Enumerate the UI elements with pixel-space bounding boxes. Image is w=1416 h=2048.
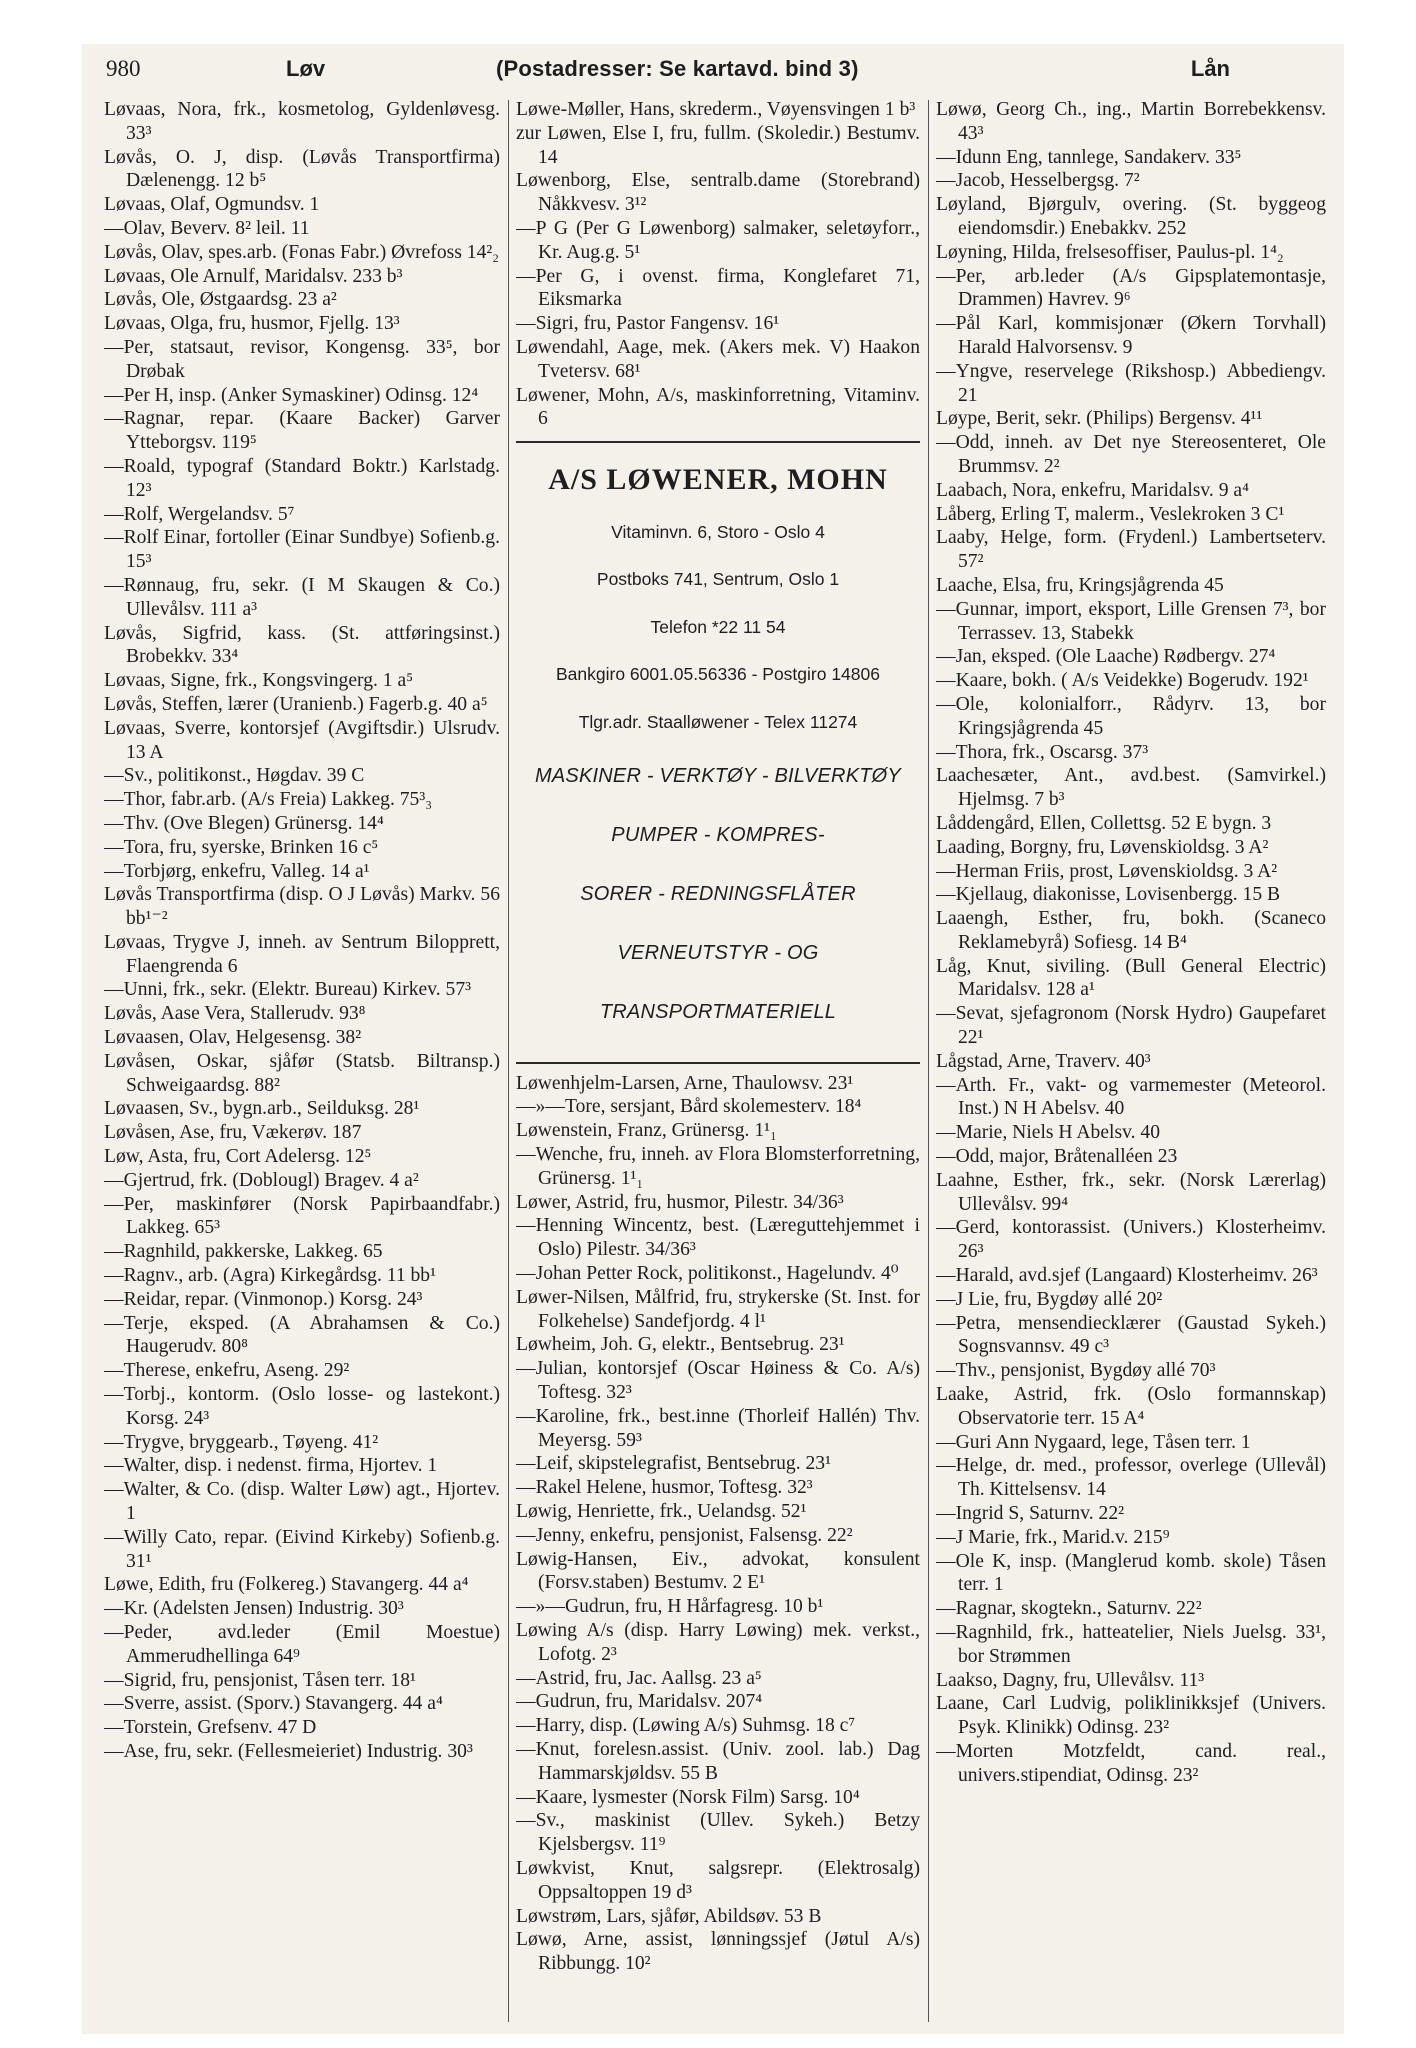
directory-entry: Løwenhjelm-Larsen, Arne, Thaulowsv. 23¹ <box>516 1072 854 1094</box>
directory-entry: —Trygve, bryggearb., Tøyeng. 41² <box>104 1431 379 1453</box>
directory-entry: —Per, statsaut, revisor, Kongensg. 33⁵, bor Drøbak <box>104 336 500 382</box>
column-1 <box>104 98 500 2026</box>
directory-entry: —Per, arb.leder (A/s Gipsplatemontasje, Drammen) Havrev. 9⁶ <box>936 265 1326 311</box>
directory-entry: Løwø, Arne, assist, lønningssjef (Jøtul A/s) Ribbungg. 10² <box>516 1929 920 1975</box>
directory-entry: —Morten Motzfeldt, cand. real., univers.stipendiat, Odinsg. 23² <box>936 1740 1326 1786</box>
ad-address-line: Vitaminvn. 6, Storo - Oslo 4 <box>611 521 825 542</box>
directory-entry: —Ole K, insp. (Manglerud komb. skole) Tåsen terr. 1 <box>936 1550 1326 1596</box>
directory-entry: Løvås Transportfirma (disp. O J Løvås) Markv. 56 bb¹⁻² <box>104 884 500 930</box>
directory-entry: —Ingrid S, Saturnv. 22² <box>936 1503 1125 1525</box>
column-divider <box>508 100 509 2022</box>
directory-entry: —Per, maskinfører (Norsk Papirbaandfabr.) Lakkeg. 65³ <box>104 1193 500 1239</box>
directory-entry: Løvaas, Nora, frk., kosmetolog, Gyldenløvesg. 33³ <box>104 99 500 144</box>
directory-entry: Løvaas, Trygve J, inneh. av Sentrum Bilopprett, Flaengrenda 6 <box>104 931 500 977</box>
directory-entry: —Roald, typograf (Standard Boktr.) Karlstadg. 12³ <box>104 455 500 501</box>
directory-entry: —Tora, fru, syerske, Brinken 16 c⁵ <box>104 836 379 858</box>
directory-entry: —Idunn Eng, tannlege, Sandakerv. 33⁵ <box>936 146 1242 168</box>
directory-entry: Løwheim, Joh. G, elektr., Bentsebrug. 23¹ <box>516 1334 845 1356</box>
directory-entry: Laabach, Nora, enkefru, Maridalsv. 9 a⁴ <box>936 479 1249 501</box>
directory-entry: —Jenny, enkefru, pensjonist, Falsensg. 22² <box>516 1524 853 1546</box>
directory-entry: —Ragnar, skogtekn., Saturnv. 22² <box>936 1598 1202 1620</box>
directory-entry: —Johan Petter Rock, politikonst., Hagelundv. 4⁰ <box>516 1263 899 1285</box>
directory-entry: —Kaare, lysmester (Norsk Film) Sarsg. 10⁴ <box>516 1786 860 1808</box>
directory-entry: —Gudrun, fru, Maridalsv. 207⁴ <box>516 1691 763 1713</box>
directory-entry: Løvås, O. J, disp. (Løvås Transportfirma) Dælenengg. 12 b⁵ <box>104 146 500 192</box>
directory-entry: —Harald, avd.sjef (Langaard) Klosterheimv. 26³ <box>936 1265 1318 1287</box>
directory-entry: —P G (Per G Løwenborg) salmaker, seletøyforr., Kr. Aug.g. 5¹ <box>516 217 920 263</box>
directory-entry: —Odd, inneh. av Det nye Stereosenteret, Ole Brummsv. 2² <box>936 432 1326 477</box>
directory-entry: —Reidar, repar. (Vinmonop.) Korsg. 24³ <box>104 1288 423 1310</box>
directory-entry: —Unni, frk., sekr. (Elektr. Bureau) Kirkev. 57³ <box>104 979 471 1001</box>
directory-entry: —Harry, disp. (Løwing A/s) Suhmsg. 18 c⁷ <box>516 1715 856 1737</box>
directory-entry: —»—Tore, sersjant, Bård skolemesterv. 18⁴ <box>516 1096 862 1118</box>
directory-entry: —Ragnhild, frk., hatteatelier, Niels Juelsg. 33¹, bor Strømmen <box>936 1622 1326 1667</box>
directory-entry: Laahne, Esther, frk., sekr. (Norsk Lærerlag) Ullevålsv. 99⁴ <box>936 1169 1326 1215</box>
directory-entry: Løwkvist, Knut, salgsrepr. (Elektrosalg) Oppsaltoppen 19 d³ <box>516 1857 920 1903</box>
directory-entry: —Rolf, Wergelandsv. 5⁷ <box>104 503 295 525</box>
directory-entry: —Leif, skipstelegrafist, Bentsebrug. 23¹ <box>516 1453 831 1475</box>
directory-entry: Løvåsen, Ase, fru, Vækerøv. 187 <box>104 1122 362 1144</box>
directory-entry: —Willy Cato, repar. (Eivind Kirkeby) Sofienb.g. 31¹ <box>104 1526 500 1572</box>
directory-entry: —Gjertrud, frk. (Doblougl) Bragev. 4 a² <box>104 1169 419 1191</box>
directory-entry: Løvåsen, Oskar, sjåfør (Statsb. Biltransp.) Schweigaardsg. 88² <box>104 1050 500 1096</box>
directory-entry: —Pål Karl, kommisjonær (Økern Torvhall) Harald Halvorsensv. 9 <box>936 313 1326 358</box>
directory-entry: Løwig-Hansen, Eiv., advokat, konsulent (Forsv.staben) Bestumv. 2 E¹ <box>516 1548 920 1594</box>
directory-entry: —Petra, mensendiecklærer (Gaustad Sykeh.) Sognsvannsv. 49 c³ <box>936 1312 1326 1358</box>
directory-entry: —Sv., politikonst., Høgdav. 39 C <box>104 765 365 787</box>
ad-product-list <box>516 757 920 1032</box>
ad-address-line: Postboks 741, Sentrum, Oslo 1 <box>596 569 840 590</box>
directory-entry: Løvås, Ole, Østgaardsg. 23 a² <box>104 289 337 311</box>
directory-entry: —Olav, Beverv. 8² leil. 11 <box>104 217 310 239</box>
directory-entry: —Kjellaug, diakonisse, Lovisenbergg. 15 B <box>936 884 1281 906</box>
directory-entry: —Rakel Helene, husmor, Toftesg. 32³ <box>516 1477 813 1499</box>
directory-entry: —Thv. (Ove Blegen) Grünersg. 14⁴ <box>104 812 384 834</box>
ad-product-line: SORER - REDNINGSFLÅTER <box>580 882 856 905</box>
directory-entry: —Ragnar, repar. (Kaare Backer) Garver Ytteborgsv. 119⁵ <box>104 408 500 454</box>
directory-entry: Løwe-Møller, Hans, skrederm., Vøyensvingen 1 b³ <box>516 99 916 120</box>
directory-entry: Løwø, Georg Ch., ing., Martin Borrebekkensv. 43³ <box>936 99 1326 144</box>
directory-entry: —Helge, dr. med., professor, overlege (Ullevål) Th. Kittelsensv. 14 <box>936 1455 1326 1501</box>
directory-entry: Løwig, Henriette, frk., Uelandsg. 52¹ <box>516 1501 807 1522</box>
directory-entry: —Henning Wincentz, best. (Læreguttehjemmet i Oslo) Pilestr. 34/36³ <box>516 1215 920 1261</box>
ad-address-line: Bankgiro 6001.05.56336 - Postgiro 14806 <box>556 664 880 685</box>
directory-entry: —Jan, eksped. (Ole Laache) Rødbergv. 27⁴ <box>936 646 1276 668</box>
ad-product-line: TRANSPORTMATERIELL <box>599 1000 837 1023</box>
directory-entry: —Knut, forelesn.assist. (Univ. zool. lab.) Dag Hammarskjøldsv. 55 B <box>516 1738 920 1784</box>
directory-entry: —J Marie, frk., Marid.v. 215⁹ <box>936 1526 1170 1548</box>
directory-entry: —Therese, enkefru, Aseng. 29² <box>104 1360 350 1382</box>
directory-entry: Lågstad, Arne, Traverv. 40³ <box>936 1050 1151 1072</box>
directory-entry: —Wenche, fru, inneh. av Flora Blomsterforretning, Grünersg. 1¹₁ <box>516 1144 920 1189</box>
column-2 <box>516 98 920 2026</box>
ad-product-line: PUMPER - KOMPRES- <box>611 823 825 846</box>
directory-entry: —Torbj., kontorm. (Oslo losse- og lastekont.) Korsg. 24³ <box>104 1384 500 1429</box>
column-2-entries-bottom <box>516 1072 920 1976</box>
directory-entry: —Guri Ann Nygaard, lege, Tåsen terr. 1 <box>936 1431 1251 1453</box>
directory-entry: Laading, Borgny, fru, Løvenskioldsg. 3 A² <box>936 836 1269 858</box>
directory-entry: Laaengh, Esther, fru, bokh. (Scaneco Reklamebyrå) Sofiesg. 14 B⁴ <box>936 908 1326 953</box>
directory-entry: Løvås, Sigfrid, kass. (St. attføringsinst.) Brobekkv. 33⁴ <box>104 622 500 668</box>
directory-entry: —Yngve, reservelege (Rikshosp.) Abbediengv. 21 <box>936 360 1326 406</box>
directory-entry: —Ase, fru, sekr. (Fellesmeieriet) Industrig. 30³ <box>104 1740 473 1762</box>
directory-entry: —Jacob, Hesselbergsg. 7² <box>936 170 1140 192</box>
directory-entry: —Peder, avd.leder (Emil Moestue) Ammerudhellinga 64⁹ <box>104 1622 500 1667</box>
directory-entry: Løwstrøm, Lars, sjåfør, Abildsøv. 53 B <box>516 1905 822 1927</box>
directory-entry: —Astrid, fru, Jac. Aallsg. 23 a⁵ <box>516 1667 762 1689</box>
directory-entry: Løvaas, Signe, frk., Kongsvingerg. 1 a⁵ <box>104 670 414 692</box>
directory-entry: Løwendahl, Aage, mek. (Akers mek. V) Haakon Tvetersv. 68¹ <box>516 336 920 382</box>
ad-address-line: Telefon *22 11 54 <box>650 616 786 637</box>
directory-entry: Laaby, Helge, form. (Frydenl.) Lambertseterv. 57² <box>936 527 1326 573</box>
directory-entry: —Thv., pensjonist, Bygdøy allé 70³ <box>936 1360 1216 1382</box>
directory-entry: Løvaas, Olga, fru, husmor, Fjellg. 13³ <box>104 313 400 335</box>
directory-entry: —Karoline, frk., best.inne (Thorleif Hallén) Thv. Meyersg. 59³ <box>516 1405 920 1451</box>
directory-entry: —Sverre, assist. (Sporv.) Stavangerg. 44 a⁴ <box>104 1693 443 1715</box>
directory-entry: —Julian, kontorsjef (Oscar Høiness & Co. A/s) Toftesg. 32³ <box>516 1358 920 1404</box>
directory-entry: —Ole, kolonialforr., Rådyrv. 13, bor Kringsjågrenda 45 <box>936 693 1326 739</box>
directory-entry: —Per H, insp. (Anker Symaskiner) Odinsg. 12⁴ <box>104 384 479 406</box>
directory-entry: —Sevat, sjefagronom (Norsk Hydro) Gaupefaret 22¹ <box>936 1003 1326 1049</box>
directory-entry: —Marie, Niels H Abelsv. 40 <box>936 1122 1161 1144</box>
directory-entry: Løwenborg, Else, sentralb.dame (Storebrand) Nåkkvesv. 3¹² <box>516 170 920 216</box>
directory-entry: Løvaas, Sverre, kontorsjef (Avgiftsdir.) Ulsrudv. 13 A <box>104 717 500 763</box>
directory-entry: Løwer-Nilsen, Målfrid, fru, strykerske (St. Inst. for Folkehelse) Sandefjordg. 4 l¹ <box>516 1286 920 1332</box>
directory-entry: Løyland, Bjørgulv, overing. (St. byggeog eiendomsdir.) Enebakkv. 252 <box>936 194 1326 239</box>
directory-entry: Laake, Astrid, frk. (Oslo formannskap) Observatorie terr. 15 A⁴ <box>936 1384 1326 1429</box>
header-left-word: Løv <box>286 56 326 81</box>
directory-entry: Løype, Berit, sekr. (Philips) Bergensv. 4¹¹ <box>936 408 1263 430</box>
directory-entry: —Torstein, Grefsenv. 47 D <box>104 1717 317 1739</box>
directory-entry: Løw, Asta, fru, Cort Adelersg. 12⁵ <box>104 1146 372 1168</box>
directory-entry: Løvaasen, Sv., bygn.arb., Seilduksg. 28¹ <box>104 1098 420 1120</box>
directory-entry: Låberg, Erling T, malerm., Veslekroken 3 C¹ <box>936 503 1285 525</box>
directory-entry: Laane, Carl Ludvig, poliklinikksjef (Univers. Psyk. Klinikk) Odinsg. 23² <box>936 1693 1326 1739</box>
directory-entry: —Rønnaug, fru, sekr. (I M Skaugen & Co.) Ullevålsv. 111 a³ <box>104 574 500 620</box>
directory-entry: —Sigri, fru, Pastor Fangensv. 16¹ <box>516 313 780 335</box>
directory-entry: Løwe, Edith, fru (Folkereg.) Stavangerg. 44 a⁴ <box>104 1574 469 1596</box>
directory-entry: Løwenstein, Franz, Grünersg. 1¹₁ <box>516 1120 777 1142</box>
directory-entry: Løvås, Olav, spes.arb. (Fonas Fabr.) Øvrefoss 14²₂ <box>104 241 500 263</box>
directory-entry: —»—Gudrun, fru, H Hårfagresg. 10 b¹ <box>516 1596 824 1618</box>
column-2-entries-top <box>516 98 920 431</box>
directory-entry: —Ragnhild, pakkerske, Lakkeg. 65 <box>104 1241 383 1263</box>
directory-entry: Låddengård, Ellen, Collettsg. 52 E bygn. 3 <box>936 812 1272 834</box>
directory-entry: —Sigrid, fru, pensjonist, Tåsen terr. 18¹ <box>104 1669 416 1691</box>
directory-entry: Laakso, Dagny, fru, Ullevålsv. 11³ <box>936 1669 1205 1691</box>
directory-entry: —Walter, & Co. (disp. Walter Løw) agt., Hjortev. 1 <box>104 1479 500 1525</box>
directory-entry: Løwener, Mohn, A/s, maskinforretning, Vitaminv. 6 <box>516 384 920 430</box>
ad-product-line: VERNEUTSTYR - OG <box>617 941 819 964</box>
directory-entry: —Rolf Einar, fortoller (Einar Sundbye) Sofienb.g. 15³ <box>104 527 500 573</box>
directory-entry: —Sv., maskinist (Ullev. Sykeh.) Betzy Kjelsbergsv. 11⁹ <box>516 1810 920 1856</box>
ad-product-line: MASKINER - VERKTØY - BILVERKTØY <box>535 764 901 787</box>
directory-entry: —Kr. (Adelsten Jensen) Industrig. 30³ <box>104 1598 404 1620</box>
directory-page <box>82 44 1344 2034</box>
directory-entry: —Walter, disp. i nedenst. firma, Hjortev. 1 <box>104 1455 438 1477</box>
directory-entry: Løvås, Steffen, lærer (Uranienb.) Fagerb.g. 40 a⁵ <box>104 693 488 715</box>
directory-entry: Laache, Elsa, fru, Kringsjågrenda 45 <box>936 574 1224 596</box>
column-divider <box>928 100 929 2022</box>
page-number: 980 <box>106 56 141 81</box>
directory-entry: —Kaare, bokh. ( A/s Veidekke) Bogerudv. 192¹ <box>936 670 1309 692</box>
directory-entry: —Odd, major, Bråtenalléen 23 <box>936 1146 1178 1168</box>
directory-entry: —Torbjørg, enkefru, Valleg. 14 a¹ <box>104 860 370 882</box>
directory-entry: zur Løwen, Else I, fru, fullm. (Skoledir.) Bestumv. 14 <box>516 122 920 168</box>
directory-entry: —J Lie, fru, Bygdøy allé 20² <box>936 1288 1163 1310</box>
directory-entry: Låg, Knut, siviling. (Bull General Electric) Maridalsv. 128 a¹ <box>936 955 1326 1001</box>
directory-entry: —Gerd, kontorassist. (Univers.) Klosterheimv. 26³ <box>936 1217 1326 1263</box>
advertisement-box <box>516 441 920 1064</box>
directory-entry: —Per G, i ovenst. firma, Konglefaret 71, Eiksmarka <box>516 265 920 311</box>
directory-entry: —Thor, fabr.arb. (A/s Freia) Lakkeg. 75³₃ <box>104 789 433 811</box>
directory-entry: —Gunnar, import, eksport, Lille Grensen 7³, bor Terrassev. 13, Stabekk <box>936 598 1326 644</box>
header-center-title: (Postadresser: Se kartavd. bind 3) <box>496 56 859 81</box>
directory-entry: —Herman Friis, prost, Løvenskioldsg. 3 A² <box>936 860 1278 882</box>
directory-entry: —Terje, eksped. (A Abrahamsen & Co.) Haugerudv. 80⁸ <box>104 1312 500 1358</box>
directory-entry: Løwing A/s (disp. Harry Løwing) mek. verkst., Lofotg. 2³ <box>516 1619 920 1665</box>
directory-entry: —Arth. Fr., vakt- og varmemester (Meteorol. Inst.) N H Abelsv. 40 <box>936 1074 1326 1120</box>
column-3 <box>936 98 1326 2026</box>
directory-entry: —Ragnv., arb. (Agra) Kirkegårdsg. 11 bb¹ <box>104 1265 436 1287</box>
directory-entry: Løyning, Hilda, frelsesoffiser, Paulus-pl. 1⁴₂ <box>936 241 1284 263</box>
directory-entry: Laachesæter, Ant., avd.best. (Samvirkel.) Hjelmsg. 7 b³ <box>936 765 1326 811</box>
ad-company-title: A/S LØWENER, MOHN <box>548 463 888 497</box>
directory-entry: Løvaas, Ole Arnulf, Maridalsv. 233 b³ <box>104 265 403 287</box>
directory-entry: Løwer, Astrid, fru, husmor, Pilestr. 34/36³ <box>516 1191 844 1213</box>
header-right-word: Lån <box>1190 56 1230 81</box>
directory-entry: Løvaas, Olaf, Ogmundsv. 1 <box>104 194 320 216</box>
page-header <box>106 56 1320 96</box>
ad-address-block <box>516 517 920 737</box>
directory-entry: Løvås, Aase Vera, Stallerudv. 93⁸ <box>104 1003 366 1025</box>
ad-address-line: Tlgr.adr. Staalløwener - Telex 11274 <box>578 711 858 732</box>
directory-entry: Løvaasen, Olav, Helgesensg. 38² <box>104 1027 362 1049</box>
directory-entry: —Thora, frk., Oscarsg. 37³ <box>936 741 1149 763</box>
